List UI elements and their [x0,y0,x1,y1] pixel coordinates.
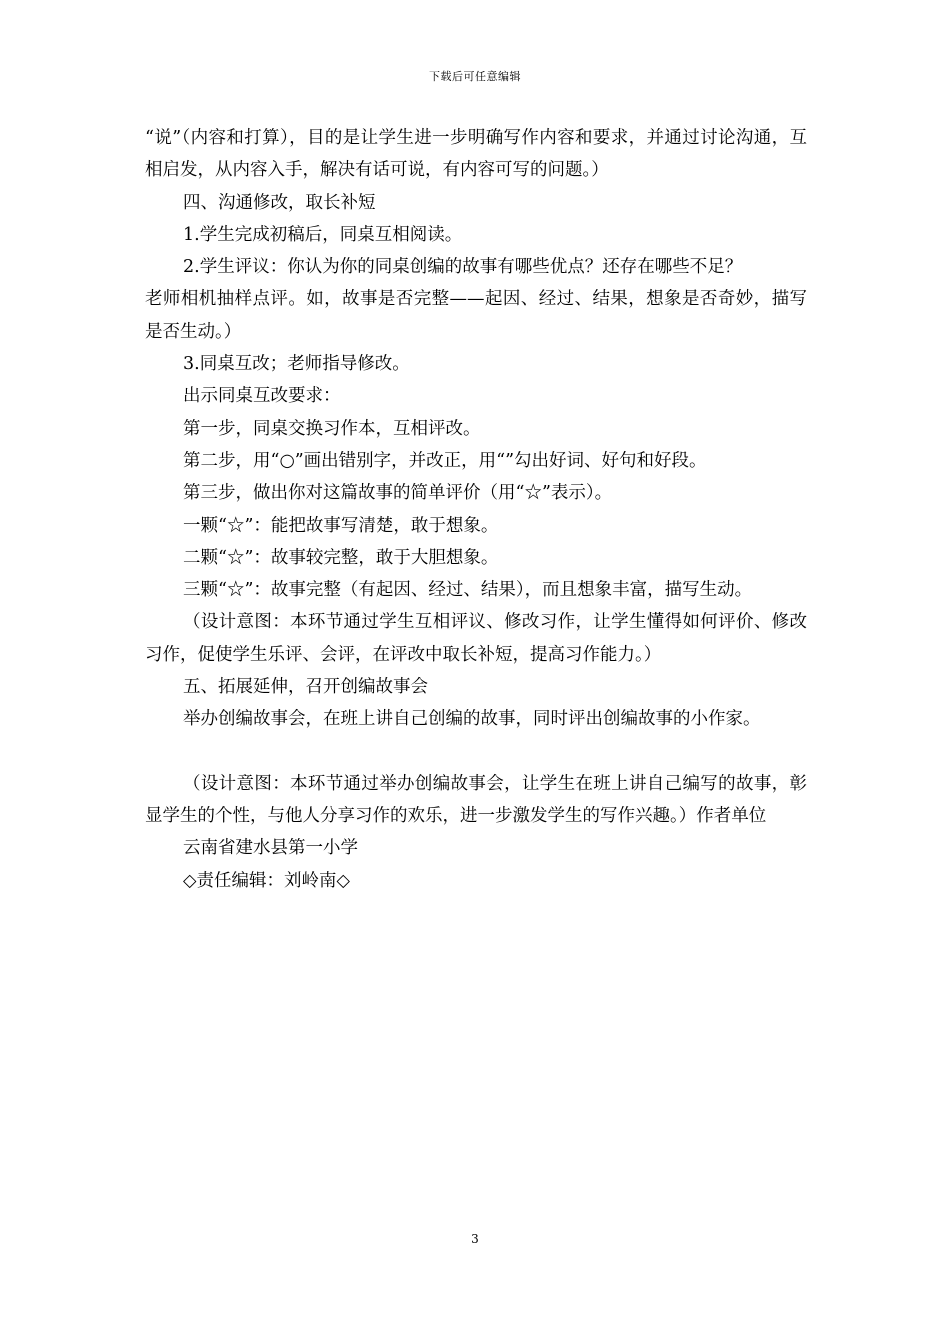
rating-one-star: 一颗“☆”：能把故事写清楚，敢于想象。 [183,515,499,536]
section-heading-5: 五、拓展延伸，召开创编故事会 [183,677,428,698]
document-body [145,122,807,897]
rating-three-stars: 三颗“☆”：故事完整（有起因、经过、结果），而且想象丰富，描写生动。 [183,580,753,601]
rating-two-stars: 二颗“☆”：故事较完整，敢于大胆想象。 [183,547,499,568]
story-meeting: 举办创编故事会，在班上讲自己创编的故事，同时评出创编故事的小作家。 [183,709,761,730]
page-header: 下载后可任意编辑 [429,70,521,83]
requirements-label: 出示同桌互改要求： [183,386,341,407]
step-1: 1.学生完成初稿后，同桌互相阅读。 [183,224,463,245]
design-intent-5: （设计意图：本环节通过举办创编故事会，让学生在班上讲自己编写的故事，彰显学生的个性，与他人分享习作的欢乐，进一步激发学生的写作兴趣。）作者单位 [145,773,807,826]
teacher-comment: 老师相机抽样点评。如，故事是否完整——起因、经过、结果，想象是否奇妙，描写是否生动。） [145,289,807,342]
requirement-step-2: 第二步，用“○”画出错别字，并改正，用“”勾出好词、好句和好段。 [183,450,707,471]
requirement-step-3: 第三步，做出你对这篇故事的简单评价（用“☆”表示）。 [183,483,613,504]
paragraph-intent-continued: “说”（内容和打算），目的是让学生进一步明确写作内容和要求，并通过讨论沟通，互相启发，从内容入手，解决有话可说，有内容可写的问题。） [145,128,807,181]
design-intent-4: （设计意图：本环节通过学生互相评议、修改习作，让学生懂得如何评价、修改习作，促使学生乐评、会评，在评改中取长补短，提高习作能力。） [145,612,807,665]
responsible-editor: ◇责任编辑：刘岭南◇ [183,870,350,891]
step-3: 3.同桌互改；老师指导修改。 [183,354,410,375]
section-heading-4: 四、沟通修改，取长补短 [183,192,376,213]
step-2: 2.学生评议：你认为你的同桌创编的故事有哪些优点？还存在哪些不足？ [183,257,743,278]
requirement-step-1: 第一步，同桌交换习作本，互相评改。 [183,418,481,439]
author-affiliation: 云南省建水县第一小学 [183,838,358,859]
page-number: 3 [471,1232,479,1246]
